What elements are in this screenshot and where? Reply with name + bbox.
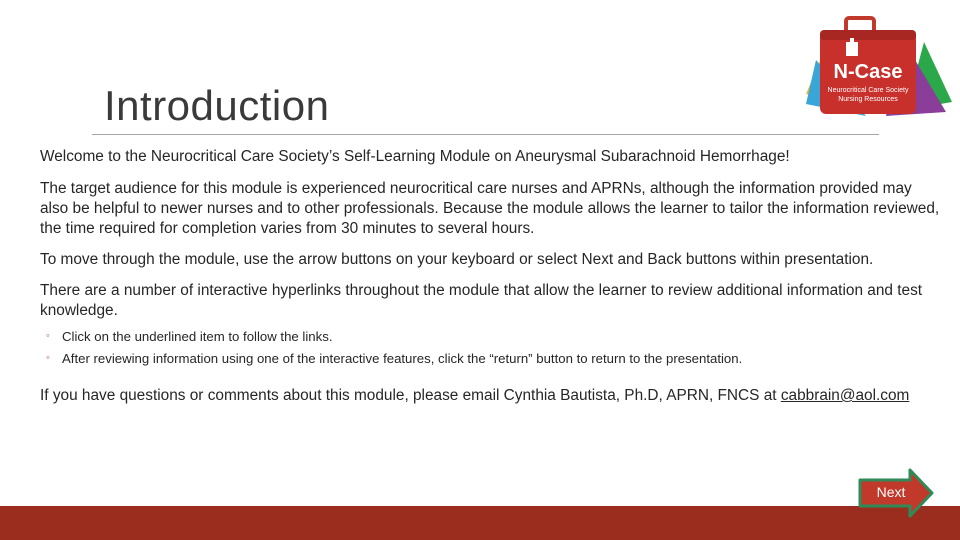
logo-line1-text: Neurocritical Care Society (827, 87, 909, 94)
next-button[interactable] (858, 468, 934, 518)
contact-text: If you have questions or comments about this module, please email Cynthia Bautista, Ph.D, APRN, FNCS at (40, 387, 777, 404)
title-divider (92, 134, 879, 135)
bullet-text: Click on the underlined item to follow the links. (62, 329, 333, 344)
bullet-list (40, 328, 940, 367)
circle-bullet-icon: ◦ (46, 330, 50, 342)
list-item (40, 328, 940, 345)
welcome-paragraph: Welcome to the Neurocritical Care Society’s Self-Learning Module on Aneurysmal Subarachnoid Hemorrhage! (40, 148, 790, 165)
logo-brand-text: N-Case (833, 61, 903, 83)
list-item (40, 350, 940, 367)
email-link[interactable]: cabbrain@aol.com (780, 387, 910, 404)
slide-body (40, 147, 940, 406)
audience-paragraph: The target audience for this module is experienced neurocritical care nurses and APRNs, although the information provided may also be helpful to newer nurses and to other professionals. Because the module allows the learner to tailor the information reviewed, the time required for completion varies from 30 minutes to several hours. (40, 180, 940, 237)
footer-bar (0, 506, 960, 540)
contact-paragraph (40, 386, 940, 406)
navigation-paragraph: To move through the module, use the arrow buttons on your keyboard or select Next and Back buttons within presentation. (40, 251, 874, 268)
n-case-logo (806, 16, 952, 124)
briefcase-logo-icon (806, 16, 952, 124)
logo-line2-text: Nursing Resources (838, 96, 898, 103)
next-button-label: Next (876, 484, 906, 500)
hyperlinks-paragraph: There are a number of interactive hyperlinks throughout the module that allow the learner to review additional information and test knowledge. (40, 282, 923, 319)
bullet-text: After reviewing information using one of the interactive features, click the “return” button to return to the presentation. (62, 351, 743, 366)
slide-title: Introduction (104, 82, 330, 129)
circle-bullet-icon: ◦ (46, 352, 50, 364)
